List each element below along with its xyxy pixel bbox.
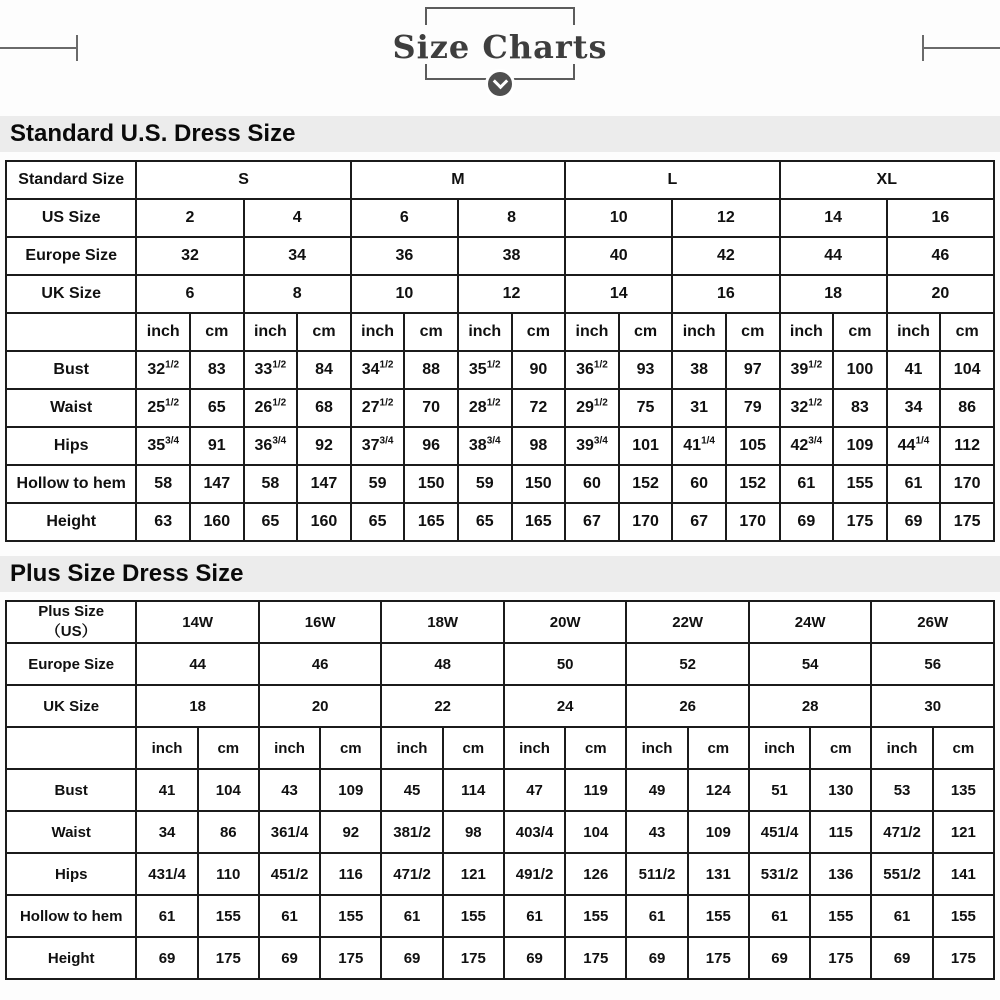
- table-cell: 26W: [871, 601, 994, 643]
- table-cell: 126: [565, 853, 626, 895]
- table-cell: cm: [810, 727, 871, 769]
- table-cell: 54: [749, 643, 872, 685]
- table-cell: 136: [810, 853, 871, 895]
- table-cell: 155: [198, 895, 259, 937]
- table-cell: 93: [619, 351, 673, 389]
- row-label: Waist: [6, 811, 136, 853]
- table-cell: 16: [887, 199, 994, 237]
- table-cell: 135: [933, 769, 994, 811]
- table-cell: 8: [244, 275, 351, 313]
- table-cell: 155: [810, 895, 871, 937]
- table-cell: 104: [565, 811, 626, 853]
- table-cell: 59: [351, 465, 405, 503]
- table-cell: 175: [940, 503, 994, 541]
- table-cell: 104: [198, 769, 259, 811]
- table-cell: 6: [136, 275, 243, 313]
- table-cell: inch: [136, 727, 197, 769]
- plus-size-table: [5, 600, 995, 980]
- row-label: [6, 727, 136, 769]
- table-cell: cm: [198, 727, 259, 769]
- table-cell: cm: [320, 727, 381, 769]
- row-label: Height: [6, 503, 136, 541]
- table-cell: 121: [933, 811, 994, 853]
- table-cell: 152: [726, 465, 780, 503]
- table-cell: 511/2: [626, 853, 687, 895]
- table-cell: inch: [136, 313, 190, 351]
- table-row: [6, 643, 994, 685]
- table-cell: 116: [320, 853, 381, 895]
- table-cell: 61: [136, 895, 197, 937]
- table-cell: $38^{3/4}$: [458, 427, 512, 465]
- table-cell: 86: [198, 811, 259, 853]
- table-cell: 22W: [626, 601, 749, 643]
- table-cell: 155: [443, 895, 504, 937]
- table-cell: 53: [871, 769, 932, 811]
- table-cell: $26^{1/2}$: [244, 389, 298, 427]
- table-cell: 56: [871, 643, 994, 685]
- table-cell: 61: [749, 895, 810, 937]
- table-cell: 22: [381, 685, 504, 727]
- table-cell: 96: [404, 427, 458, 465]
- top-bracket: [425, 7, 575, 25]
- table-row: [6, 937, 994, 979]
- table-cell: 34: [136, 811, 197, 853]
- table-cell: 69: [626, 937, 687, 979]
- standard-size-table: [5, 160, 995, 542]
- table-cell: 28: [749, 685, 872, 727]
- table-cell: 52: [626, 643, 749, 685]
- row-label: UK Size: [6, 275, 136, 313]
- table-cell: 98: [512, 427, 566, 465]
- table-cell: 65: [244, 503, 298, 541]
- table-row: [6, 161, 994, 199]
- table-cell: $39^{3/4}$: [565, 427, 619, 465]
- table-cell: $28^{1/2}$: [458, 389, 512, 427]
- table-cell: 68: [297, 389, 351, 427]
- table-cell: 18: [136, 685, 259, 727]
- table-cell: inch: [458, 313, 512, 351]
- table-cell: 24: [504, 685, 627, 727]
- table-cell: 119: [565, 769, 626, 811]
- row-label: Waist: [6, 389, 136, 427]
- table-cell: cm: [565, 727, 626, 769]
- table-cell: $36^{1/2}$: [565, 351, 619, 389]
- table-cell: 60: [672, 465, 726, 503]
- table-cell: S: [136, 161, 350, 199]
- table-row: [6, 895, 994, 937]
- table-cell: 46: [887, 237, 994, 275]
- table-cell: 83: [833, 389, 887, 427]
- row-label: Height: [6, 937, 136, 979]
- table-row: [6, 769, 994, 811]
- table-cell: 14: [565, 275, 672, 313]
- table-cell: 50: [504, 643, 627, 685]
- row-label: Bust: [6, 351, 136, 389]
- table-cell: 61: [504, 895, 565, 937]
- size-charts-header: [0, 0, 1000, 112]
- table-cell: 84: [297, 351, 351, 389]
- table-cell: $32^{1/2}$: [136, 351, 190, 389]
- standard-table-heading: Standard U.S. Dress Size: [0, 116, 1000, 152]
- table-cell: 72: [512, 389, 566, 427]
- table-cell: 10: [565, 199, 672, 237]
- table-cell: 58: [136, 465, 190, 503]
- table-cell: $35^{1/2}$: [458, 351, 512, 389]
- table-cell: 101: [619, 427, 673, 465]
- table-cell: inch: [749, 727, 810, 769]
- table-cell: 155: [565, 895, 626, 937]
- table-cell: inch: [672, 313, 726, 351]
- table-cell: 4: [244, 199, 351, 237]
- table-cell: 31: [672, 389, 726, 427]
- table-cell: 41: [887, 351, 941, 389]
- table-row: [6, 389, 994, 427]
- table-cell: 61: [626, 895, 687, 937]
- table-cell: 69: [887, 503, 941, 541]
- table-row: [6, 811, 994, 853]
- table-cell: 403/4: [504, 811, 565, 853]
- table-cell: 109: [833, 427, 887, 465]
- table-cell: cm: [443, 727, 504, 769]
- table-cell: 44: [780, 237, 887, 275]
- table-cell: $35^{3/4}$: [136, 427, 190, 465]
- table-cell: 6: [351, 199, 458, 237]
- table-cell: 160: [297, 503, 351, 541]
- table-cell: 100: [833, 351, 887, 389]
- row-label: Hips: [6, 853, 136, 895]
- table-cell: 105: [726, 427, 780, 465]
- table-cell: 115: [810, 811, 871, 853]
- table-cell: 150: [512, 465, 566, 503]
- table-cell: cm: [688, 727, 749, 769]
- table-cell: 155: [933, 895, 994, 937]
- table-cell: 61: [887, 465, 941, 503]
- table-cell: 170: [619, 503, 673, 541]
- table-cell: 165: [404, 503, 458, 541]
- table-cell: 32: [136, 237, 243, 275]
- table-cell: 42: [672, 237, 779, 275]
- table-cell: 44: [136, 643, 259, 685]
- table-cell: 121: [443, 853, 504, 895]
- table-cell: 155: [320, 895, 381, 937]
- table-cell: 155: [833, 465, 887, 503]
- table-cell: 12: [458, 275, 565, 313]
- table-row: [6, 351, 994, 389]
- table-cell: 40: [565, 237, 672, 275]
- table-row: [6, 685, 994, 727]
- table-cell: 20W: [504, 601, 627, 643]
- table-cell: 92: [297, 427, 351, 465]
- table-cell: 431/4: [136, 853, 197, 895]
- table-cell: inch: [244, 313, 298, 351]
- table-cell: 18: [780, 275, 887, 313]
- table-cell: 20: [887, 275, 994, 313]
- table-cell: 92: [320, 811, 381, 853]
- table-cell: cm: [404, 313, 458, 351]
- table-row: [6, 237, 994, 275]
- table-cell: 471/2: [381, 853, 442, 895]
- table-cell: $25^{1/2}$: [136, 389, 190, 427]
- table-cell: 16W: [259, 601, 382, 643]
- table-cell: 361/4: [259, 811, 320, 853]
- table-cell: 70: [404, 389, 458, 427]
- table-cell: 83: [190, 351, 244, 389]
- table-cell: 61: [259, 895, 320, 937]
- table-cell: 26: [626, 685, 749, 727]
- table-cell: cm: [512, 313, 566, 351]
- right-rule: [922, 47, 1000, 49]
- table-cell: cm: [833, 313, 887, 351]
- row-label: [6, 313, 136, 351]
- table-row: [6, 727, 994, 769]
- table-cell: inch: [259, 727, 320, 769]
- table-cell: 175: [933, 937, 994, 979]
- table-cell: 150: [404, 465, 458, 503]
- table-row: [6, 275, 994, 313]
- table-row: [6, 853, 994, 895]
- row-label: Hips: [6, 427, 136, 465]
- table-cell: 86: [940, 389, 994, 427]
- table-cell: 14W: [136, 601, 259, 643]
- table-cell: 147: [190, 465, 244, 503]
- table-cell: 160: [190, 503, 244, 541]
- table-cell: 36: [351, 237, 458, 275]
- table-cell: 12: [672, 199, 779, 237]
- table-cell: inch: [351, 313, 405, 351]
- table-row: [6, 601, 994, 643]
- table-cell: cm: [190, 313, 244, 351]
- table-cell: 58: [244, 465, 298, 503]
- table-cell: inch: [504, 727, 565, 769]
- table-cell: M: [351, 161, 565, 199]
- row-label: US Size: [6, 199, 136, 237]
- table-cell: 65: [351, 503, 405, 541]
- table-cell: L: [565, 161, 779, 199]
- plus-table-heading: Plus Size Dress Size: [0, 556, 1000, 592]
- table-cell: 67: [672, 503, 726, 541]
- table-cell: cm: [726, 313, 780, 351]
- table-cell: $44^{1/4}$: [887, 427, 941, 465]
- table-cell: $41^{1/4}$: [672, 427, 726, 465]
- table-cell: 451/2: [259, 853, 320, 895]
- table-cell: 8: [458, 199, 565, 237]
- table-cell: inch: [780, 313, 834, 351]
- row-label: Hollow to hem: [6, 465, 136, 503]
- table-cell: 38: [458, 237, 565, 275]
- table-row: [6, 199, 994, 237]
- table-cell: 141: [933, 853, 994, 895]
- table-cell: cm: [297, 313, 351, 351]
- table-cell: cm: [933, 727, 994, 769]
- table-cell: 91: [190, 427, 244, 465]
- table-cell: 381/2: [381, 811, 442, 853]
- table-cell: 59: [458, 465, 512, 503]
- table-cell: cm: [619, 313, 673, 351]
- page-title: Size Charts: [392, 28, 608, 66]
- table-cell: 79: [726, 389, 780, 427]
- table-cell: 69: [381, 937, 442, 979]
- table-cell: 90: [512, 351, 566, 389]
- table-cell: $27^{1/2}$: [351, 389, 405, 427]
- table-cell: 109: [320, 769, 381, 811]
- table-cell: 175: [810, 937, 871, 979]
- table-cell: 451/4: [749, 811, 810, 853]
- table-cell: 491/2: [504, 853, 565, 895]
- row-label: Europe Size: [6, 237, 136, 275]
- table-cell: 48: [381, 643, 504, 685]
- table-cell: 43: [626, 811, 687, 853]
- table-cell: 175: [688, 937, 749, 979]
- row-label: Hollow to hem: [6, 895, 136, 937]
- table-cell: 155: [688, 895, 749, 937]
- table-cell: 49: [626, 769, 687, 811]
- table-cell: 112: [940, 427, 994, 465]
- table-cell: 69: [504, 937, 565, 979]
- row-label: UK Size: [6, 685, 136, 727]
- table-cell: 109: [688, 811, 749, 853]
- table-cell: 114: [443, 769, 504, 811]
- table-cell: 175: [565, 937, 626, 979]
- table-cell: 124: [688, 769, 749, 811]
- table-cell: cm: [940, 313, 994, 351]
- table-cell: 152: [619, 465, 673, 503]
- table-cell: 69: [136, 937, 197, 979]
- table-cell: 63: [136, 503, 190, 541]
- table-cell: $33^{1/2}$: [244, 351, 298, 389]
- table-cell: 175: [443, 937, 504, 979]
- table-cell: 10: [351, 275, 458, 313]
- table-cell: 69: [749, 937, 810, 979]
- left-rule: [0, 47, 78, 49]
- table-row: [6, 313, 994, 351]
- table-cell: $29^{1/2}$: [565, 389, 619, 427]
- table-cell: 175: [320, 937, 381, 979]
- table-cell: 75: [619, 389, 673, 427]
- table-cell: 61: [871, 895, 932, 937]
- row-label: Bust: [6, 769, 136, 811]
- table-cell: 41: [136, 769, 197, 811]
- table-cell: $42^{3/4}$: [780, 427, 834, 465]
- table-cell: $37^{3/4}$: [351, 427, 405, 465]
- table-cell: inch: [381, 727, 442, 769]
- table-cell: 60: [565, 465, 619, 503]
- table-cell: 175: [833, 503, 887, 541]
- table-cell: 14: [780, 199, 887, 237]
- row-label: Europe Size: [6, 643, 136, 685]
- table-cell: 45: [381, 769, 442, 811]
- table-cell: $32^{1/2}$: [780, 389, 834, 427]
- table-cell: 30: [871, 685, 994, 727]
- table-cell: 170: [940, 465, 994, 503]
- table-cell: 131: [688, 853, 749, 895]
- table-cell: 34: [244, 237, 351, 275]
- table-cell: 104: [940, 351, 994, 389]
- table-cell: 98: [443, 811, 504, 853]
- table-cell: 471/2: [871, 811, 932, 853]
- chevron-down-glyph: [492, 74, 508, 90]
- table-cell: 551/2: [871, 853, 932, 895]
- table-cell: 2: [136, 199, 243, 237]
- table-cell: 170: [726, 503, 780, 541]
- table-cell: $39^{1/2}$: [780, 351, 834, 389]
- table-cell: 88: [404, 351, 458, 389]
- table-cell: 46: [259, 643, 382, 685]
- table-cell: 130: [810, 769, 871, 811]
- table-cell: 43: [259, 769, 320, 811]
- table-cell: 65: [458, 503, 512, 541]
- table-cell: inch: [887, 313, 941, 351]
- table-cell: 110: [198, 853, 259, 895]
- table-cell: 24W: [749, 601, 872, 643]
- table-cell: 67: [565, 503, 619, 541]
- table-cell: 38: [672, 351, 726, 389]
- table-cell: 69: [259, 937, 320, 979]
- table-cell: $34^{1/2}$: [351, 351, 405, 389]
- table-cell: 51: [749, 769, 810, 811]
- table-cell: 165: [512, 503, 566, 541]
- table-cell: 97: [726, 351, 780, 389]
- table-cell: 61: [780, 465, 834, 503]
- table-row: [6, 427, 994, 465]
- table-cell: 175: [198, 937, 259, 979]
- table-cell: 65: [190, 389, 244, 427]
- chevron-down-icon: [485, 69, 515, 99]
- table-cell: $36^{3/4}$: [244, 427, 298, 465]
- table-cell: 18W: [381, 601, 504, 643]
- table-cell: inch: [565, 313, 619, 351]
- table-cell: 47: [504, 769, 565, 811]
- row-label: Plus Size （US）: [6, 601, 136, 643]
- table-cell: 16: [672, 275, 779, 313]
- row-label: Standard Size: [6, 161, 136, 199]
- table-row: [6, 503, 994, 541]
- table-cell: inch: [871, 727, 932, 769]
- table-row: [6, 465, 994, 503]
- table-cell: 61: [381, 895, 442, 937]
- table-cell: XL: [780, 161, 994, 199]
- table-cell: 147: [297, 465, 351, 503]
- table-cell: 531/2: [749, 853, 810, 895]
- table-cell: 20: [259, 685, 382, 727]
- table-cell: 34: [887, 389, 941, 427]
- table-cell: 69: [780, 503, 834, 541]
- table-cell: 69: [871, 937, 932, 979]
- table-cell: inch: [626, 727, 687, 769]
